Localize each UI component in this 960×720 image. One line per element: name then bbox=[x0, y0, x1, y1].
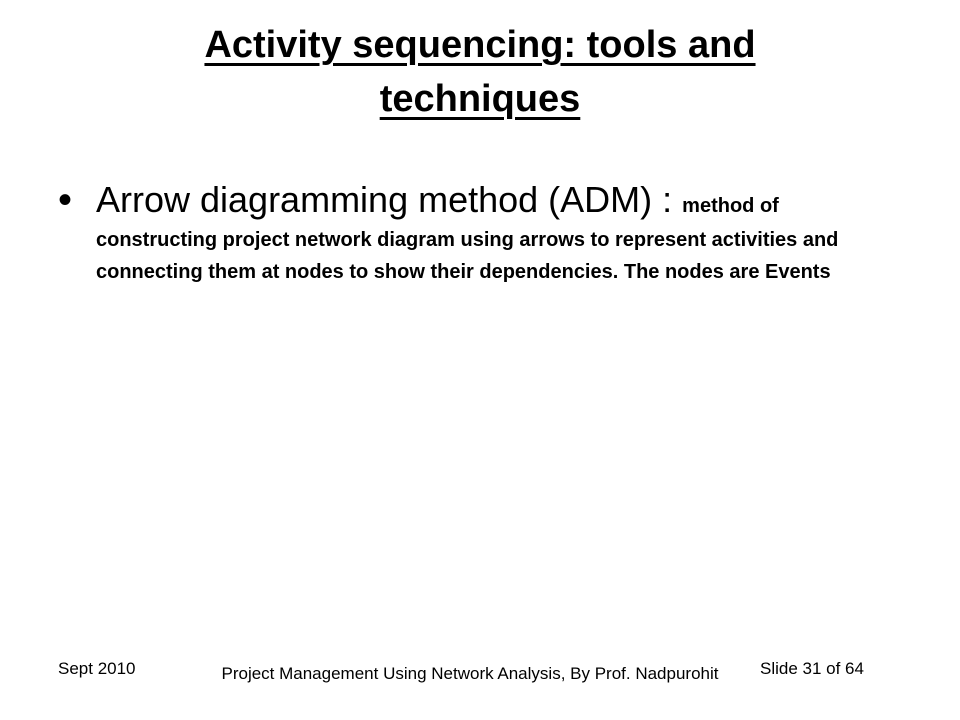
bullet-item bbox=[58, 176, 898, 288]
footer-slide-number: Slide 31 of 64 bbox=[760, 659, 864, 678]
slide-title: Activity sequencing: tools and techniques bbox=[204, 24, 756, 120]
bullet-body-text: method of constructing project network diagram using arrows to represent activities and connecting them at nodes to show their dependencies. The nodes are Events bbox=[96, 195, 839, 283]
bullet-lead-text: Arrow diagramming method (ADM) : bbox=[96, 179, 683, 220]
footer-date: Sept 2010 bbox=[58, 659, 136, 678]
bullet-icon: • bbox=[58, 178, 73, 222]
footer-center-text: Project Management Using Network Analysis, By Prof. Nadpurohit bbox=[221, 664, 719, 683]
bullet-list bbox=[58, 176, 898, 288]
